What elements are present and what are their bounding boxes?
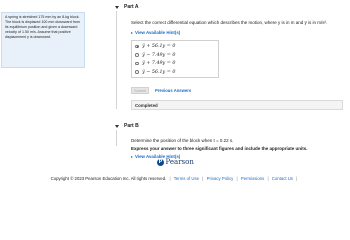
collapse-triangle-icon [115, 6, 119, 9]
copyright-text: Copyright © 2023 Pearson Education Inc. All rights reserved. [50, 176, 167, 181]
footer-separator: | [267, 176, 269, 181]
part-a-toggle[interactable] [115, 4, 139, 10]
option-1[interactable] [135, 44, 175, 49]
option-4-label: ÿ − 56.1y = 0 [142, 69, 176, 75]
option-2[interactable] [135, 53, 175, 58]
footer-separator: | [236, 176, 238, 181]
part-b-toggle[interactable] [115, 123, 139, 129]
part-b-emphasis: Express your answer to three significant figures and include the appropriate units. [131, 146, 308, 151]
answer-options [131, 40, 219, 78]
contact-us-link[interactable]: Contact Us [271, 176, 294, 181]
pearson-logo-icon: P [158, 159, 163, 165]
footer-separator: | [296, 176, 298, 181]
part-a-label: Part A [124, 4, 139, 10]
option-2-label: ÿ − 7.49y = 0 [142, 52, 176, 58]
pearson-logo [157, 158, 194, 166]
completed-status [131, 100, 343, 110]
option-3[interactable] [135, 61, 175, 66]
terms-of-use-link[interactable]: Terms of Use [173, 176, 200, 181]
option-3-label: ÿ + 7.49y = 0 [142, 61, 176, 66]
part-b-divider [116, 130, 117, 146]
parts-panel [111, 0, 341, 159]
caret-right-icon [131, 32, 133, 34]
footer [0, 176, 350, 181]
privacy-policy-link[interactable]: Privacy Policy [206, 176, 234, 181]
completed-label: Completed [135, 102, 158, 108]
option-4[interactable] [135, 70, 175, 75]
part-a-instruction: Select the correct differential equation which describes the motion, where y is in m and ÿ is in m/s². [131, 20, 328, 25]
previous-answers-link[interactable]: Previous Answers [155, 88, 192, 93]
problem-text: A spring is stretched 175 mm by an 8-kg block. The block is displaced 100 mm downward from its equilibrium position and given a downward velocity of 1.50 m/s. Assume that positive displacement y is downward. [5, 15, 80, 39]
part-b-instruction: Determine the position of the block when t = 0.22 s. [131, 138, 234, 143]
caret-right-icon [131, 156, 133, 158]
footer-separator: | [169, 176, 171, 181]
problem-statement [1, 12, 85, 68]
option-1-label: ÿ + 56.1y = 0 [142, 44, 176, 49]
radio-selected-icon[interactable] [135, 45, 139, 49]
permissions-link[interactable]: Permissions [240, 176, 265, 181]
part-b-label: Part B [124, 123, 139, 129]
part-b-hint-label: View Available Hint(s) [135, 154, 181, 159]
radio-icon[interactable] [135, 53, 139, 57]
part-a-hint-label: View Available Hint(s) [135, 30, 181, 35]
submit-button[interactable]: Submit [131, 87, 149, 94]
problem-panel [0, 0, 88, 146]
radio-icon[interactable] [135, 62, 139, 66]
part-a-divider [116, 11, 117, 109]
pearson-wordmark: Pearson [165, 158, 194, 166]
radio-icon[interactable] [135, 70, 139, 74]
collapse-triangle-icon [115, 125, 119, 128]
part-a-hint-link[interactable] [131, 30, 180, 35]
footer-separator: | [202, 176, 204, 181]
